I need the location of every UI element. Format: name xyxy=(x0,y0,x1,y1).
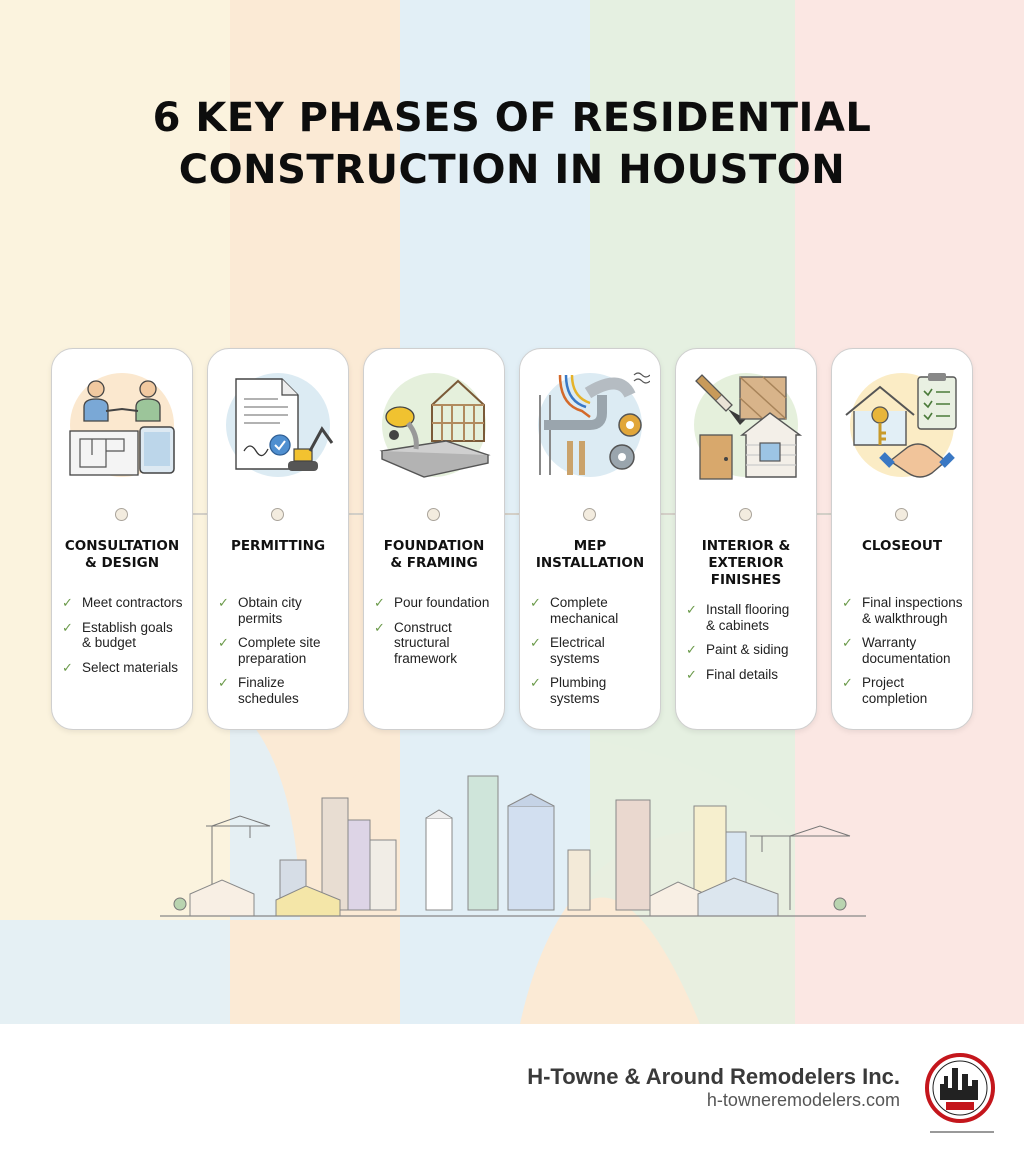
check-icon: ✓ xyxy=(530,595,541,610)
finishes-house-icon xyxy=(686,365,806,485)
phase-card-foundation xyxy=(363,348,505,730)
permit-document-icon xyxy=(218,365,338,485)
list-item: ✓ Meet contractors xyxy=(62,595,183,610)
task-list xyxy=(62,595,188,684)
task-list xyxy=(530,595,656,715)
title-line-2: CONSTRUCTION IN HOUSTON xyxy=(178,147,846,193)
timeline-dot xyxy=(739,508,752,521)
consultation-design-icon xyxy=(62,365,182,485)
check-icon: ✓ xyxy=(62,659,73,675)
check-icon: ✓ xyxy=(62,595,73,610)
phase-title: FOUNDATION & FRAMING xyxy=(383,538,485,571)
task-list xyxy=(218,595,344,715)
phase-card-closeout xyxy=(831,348,973,730)
check-icon: ✓ xyxy=(374,619,385,635)
check-icon: ✓ xyxy=(842,635,853,650)
phase-card-consultation xyxy=(51,348,193,730)
list-item: ✓ Final inspections & walkthrough xyxy=(842,595,963,626)
phase-card-mep xyxy=(519,348,661,730)
title-line-1: 6 KEY PHASES OF RESIDENTIAL xyxy=(152,95,872,141)
phase-title: INTERIOR & EXTERIOR FINISHES xyxy=(701,538,791,588)
phase-title: MEP INSTALLATION xyxy=(535,538,645,571)
pipes-gears-icon xyxy=(530,365,650,485)
list-item: ✓ Finalize schedules xyxy=(218,675,299,706)
list-item: ✓ Plumbing systems xyxy=(530,675,607,706)
list-item: ✓ Electrical systems xyxy=(530,635,605,666)
houston-skyline-illustration xyxy=(150,770,870,920)
phase-title: CLOSEOUT xyxy=(861,538,943,554)
check-icon: ✓ xyxy=(374,595,385,610)
check-icon: ✓ xyxy=(218,675,229,690)
task-list xyxy=(842,595,968,715)
check-icon: ✓ xyxy=(530,675,541,690)
timeline-dot xyxy=(583,508,596,521)
check-icon: ✓ xyxy=(842,595,853,610)
company-website[interactable]: h-towneremodelers.com xyxy=(706,1090,900,1110)
check-icon: ✓ xyxy=(686,666,697,682)
check-icon: ✓ xyxy=(842,675,853,690)
list-item: ✓ Install flooring & cabinets xyxy=(686,602,790,633)
check-icon: ✓ xyxy=(218,595,229,610)
list-item: ✓ Complete mechanical xyxy=(530,595,619,626)
phase-card-finishes xyxy=(675,348,817,730)
task-list xyxy=(686,602,812,691)
task-list xyxy=(374,595,500,675)
timeline-dot xyxy=(895,508,908,521)
check-icon: ✓ xyxy=(218,635,229,650)
list-item: ✓ Construct structural framework xyxy=(374,619,458,666)
check-icon: ✓ xyxy=(686,602,697,617)
list-item: ✓ Pour foundation xyxy=(374,595,490,610)
list-item: ✓ Project completion xyxy=(842,675,928,706)
timeline-dot xyxy=(427,508,440,521)
company-logo-icon xyxy=(922,1050,1002,1140)
check-icon: ✓ xyxy=(530,635,541,650)
company-name: H-Towne & Around Remodelers Inc. xyxy=(527,1064,900,1089)
list-item: ✓ Paint & siding xyxy=(686,642,789,657)
phase-title: CONSULTATION & DESIGN xyxy=(64,538,180,571)
closeout-handshake-icon xyxy=(842,365,962,485)
phase-title: PERMITTING xyxy=(230,538,326,554)
timeline-dot xyxy=(271,508,284,521)
list-item: ✓ Obtain city permits xyxy=(218,595,302,626)
list-item: ✓ Establish goals & budget xyxy=(62,619,173,650)
phase-card-permitting xyxy=(207,348,349,730)
list-item: ✓ Complete site preparation xyxy=(218,635,321,666)
foundation-framing-icon xyxy=(374,365,494,485)
check-icon: ✓ xyxy=(62,619,73,635)
check-icon: ✓ xyxy=(686,642,697,657)
list-item: ✓ Final details xyxy=(686,666,779,682)
page-title xyxy=(0,92,1024,196)
list-item: ✓ Select materials xyxy=(62,659,179,675)
list-item: ✓ Warranty documentation xyxy=(842,635,951,666)
timeline-dot xyxy=(115,508,128,521)
